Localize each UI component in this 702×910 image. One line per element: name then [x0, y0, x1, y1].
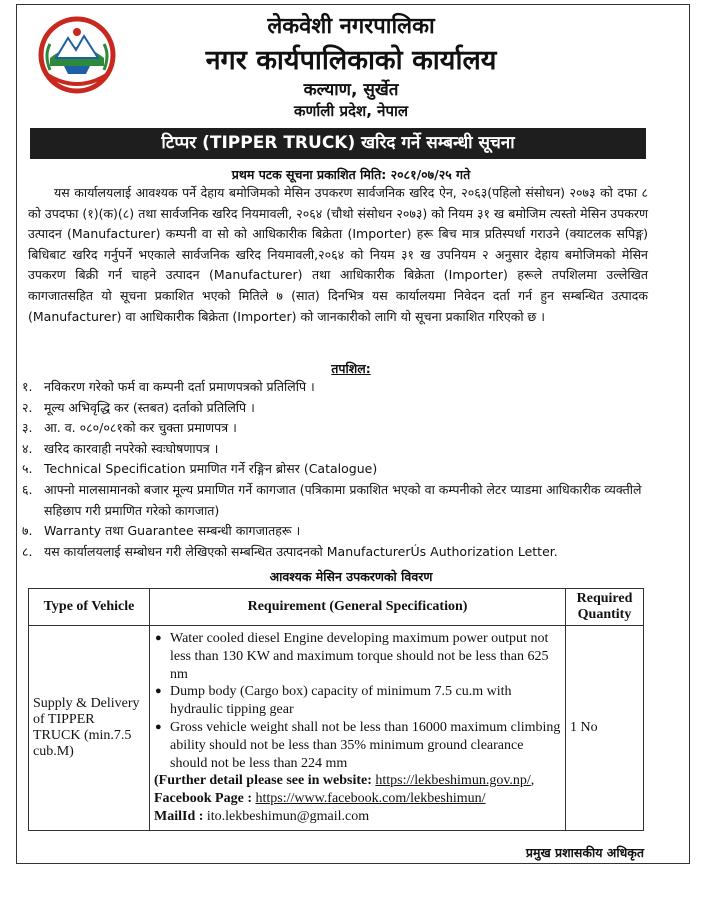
website-link[interactable]: https://lekbeshimun.gov.np/ [375, 773, 531, 789]
item-text: यस कार्यालयलाई सम्बोधन गरी लेखिएको सम्बन्धित उत्पादनको ManufacturerÚs Authorization Letter. [44, 543, 558, 559]
list-item [22, 439, 648, 460]
header-requirement: Requirement (General Specification) [150, 589, 566, 626]
table-header-row [29, 589, 644, 626]
mail-value: ito.lekbeshimun@gmail.com [206, 808, 370, 824]
office-address: कल्याण, सुर्खेत [303, 80, 399, 100]
list-item [22, 480, 648, 521]
website-label: (Further detail please see in website: [154, 773, 372, 789]
item-number: ८. [22, 543, 33, 559]
header-type: Type of Vehicle [29, 589, 150, 626]
item-number: ५. [22, 461, 33, 477]
item-number: २. [22, 399, 33, 415]
mail-line [154, 808, 561, 826]
municipality-name: लेकवेशी नगरपालिका [267, 14, 435, 39]
website-line [154, 772, 561, 790]
item-text: Technical Specification प्रमाणित गर्ने रङ्गिन ब्रोसर (Catalogue) [44, 461, 378, 477]
item-text: खरिद कारवाही नपरेको स्वःघोषणापत्र । [44, 440, 219, 456]
office-name: नगर कार्यपालिकाको कार्यालय [205, 45, 497, 76]
item-number: ६. [22, 481, 33, 497]
list-item [22, 377, 648, 398]
signature-line: प्रमुख प्रशासकीय अधिकृत [525, 845, 644, 860]
table-row [29, 626, 644, 831]
item-text: Warranty तथा Guarantee सम्बन्धी कागजातहरू । [44, 523, 301, 539]
website-suffix: , [530, 773, 535, 789]
header-quantity: Required Quantity [566, 589, 644, 626]
list-item [22, 542, 648, 563]
publication-date: प्रथम पटक सूचना प्रकाशित मिति: २०८१/०७/२५ गते [231, 167, 471, 182]
list-item [22, 398, 648, 419]
item-text: आफ्नो मालसामानको बजार मूल्य प्रमाणित गर्ने कागजात (पत्रिकामा प्रकाशित भएको वा कम्पनीको लेटर प्याडमा आधिकारीक व्यक्तीले सहिछाप गरी प्रमाणित गरेको कागजात) [44, 481, 642, 518]
item-number: ३. [22, 420, 33, 436]
vehicle-type-cell: Supply & Delivery of TIPPER TRUCK (min.7.5 cub.M) [29, 626, 150, 831]
requirement-cell [150, 626, 566, 831]
list-item [22, 418, 648, 439]
quantity-cell: 1 No [566, 626, 644, 831]
item-number: ४. [22, 440, 33, 456]
item-text: आ. व. ०८०/०८१को कर चुक्ता प्रमाणपत्र । [44, 420, 237, 436]
requirement-item: ● Dump body (Cargo box) capacity of minimum 7.5 cu.m with hydraulic tipping gear [170, 683, 561, 719]
table-title: आवश्यक मेसिन उपकरणको विवरण [269, 569, 433, 584]
list-item [22, 521, 648, 542]
facebook-link[interactable]: https://www.facebook.com/lekbeshimun/ [255, 791, 486, 807]
item-text: नविकरण गरेको फर्म वा कम्पनी दर्ता प्रमाणपत्रको प्रतिलिपि । [44, 379, 315, 394]
specification-table [28, 588, 644, 831]
province-line: कर्णाली प्रदेश, नेपाल [293, 102, 409, 120]
mail-label: MailId : [154, 808, 204, 824]
requirement-item: ● Gross vehicle weight shall not be less than 16000 maximum climbing ability should not be less than 35% minimum ground clearance should not be less than 224 mm [170, 719, 561, 772]
notice-paragraph: यस कार्यालयलाई आवश्यक पर्ने देहाय बमोजिमको मेसिन उपकरण सार्वजनिक खरिद ऐन, २०६३(पहिलो संसोधन) २०७३ को दफा ८ को उपदफा (१)(क)(८) तथा सार्वजनिक खरिद नियमावली, २०६४ (चौथो संसोधन २०७३) को नियम ३१ ख बमोजिम त्यस्तो मेसिन उपकरण उत्पादन (Manufacturer) कम्पनी वा सो को आधिकारीक बिक्रेता (Importer) हरू बिच मात्र प्रतिस्पर्धा गराउने (क्याटलक सपिङ्ग) बिधिबाट खरिद गर्नुपर्ने भएकाले सार्वजनिक खरिद नियमावली,२०६४ को नियम ३१ ख उपनियम २ अनुसार देहाय बमोजिमको मेसिन उपकरण बिक्री गर्न चाहने उत्पादन (Manufacturer) तथा आधिकारीक बिक्रेता (Importer) हरूले तपशिलमा उल्लेखित कागजातसहित यो सूचना प्रकाशित भएको मितिले ७ (सात) दिनभित्र यस कार्यालयमा निवेदन दर्ता गर्न हुन सम्बन्धित उत्पादक (Manufacturer) वा आधिकारीक बिक्रेता (Importer) को जानकारीको लागि यो सूचना प्रकाशित गरिएको छ । [28, 185, 648, 324]
details-heading: तपशिल: [331, 361, 371, 376]
details-list [22, 377, 648, 562]
facebook-line [154, 790, 561, 808]
notice-title-banner: टिप्पर (TIPPER TRUCK) खरिद गर्ने सम्बन्धी सूचना [30, 128, 646, 159]
item-number: १. [22, 379, 33, 394]
item-number: ७. [22, 523, 33, 539]
facebook-label: Facebook Page : [154, 791, 252, 807]
requirement-item: ● Water cooled diesel Engine developing maximum power output not less than 130 KW and maximum torque should not be less than 625 nm [170, 630, 561, 683]
requirement-bullets [154, 630, 561, 772]
item-text: मूल्य अभिवृद्धि कर (स्तबत) दर्ताको प्रतिलिपि । [44, 399, 255, 415]
list-item [22, 459, 648, 480]
